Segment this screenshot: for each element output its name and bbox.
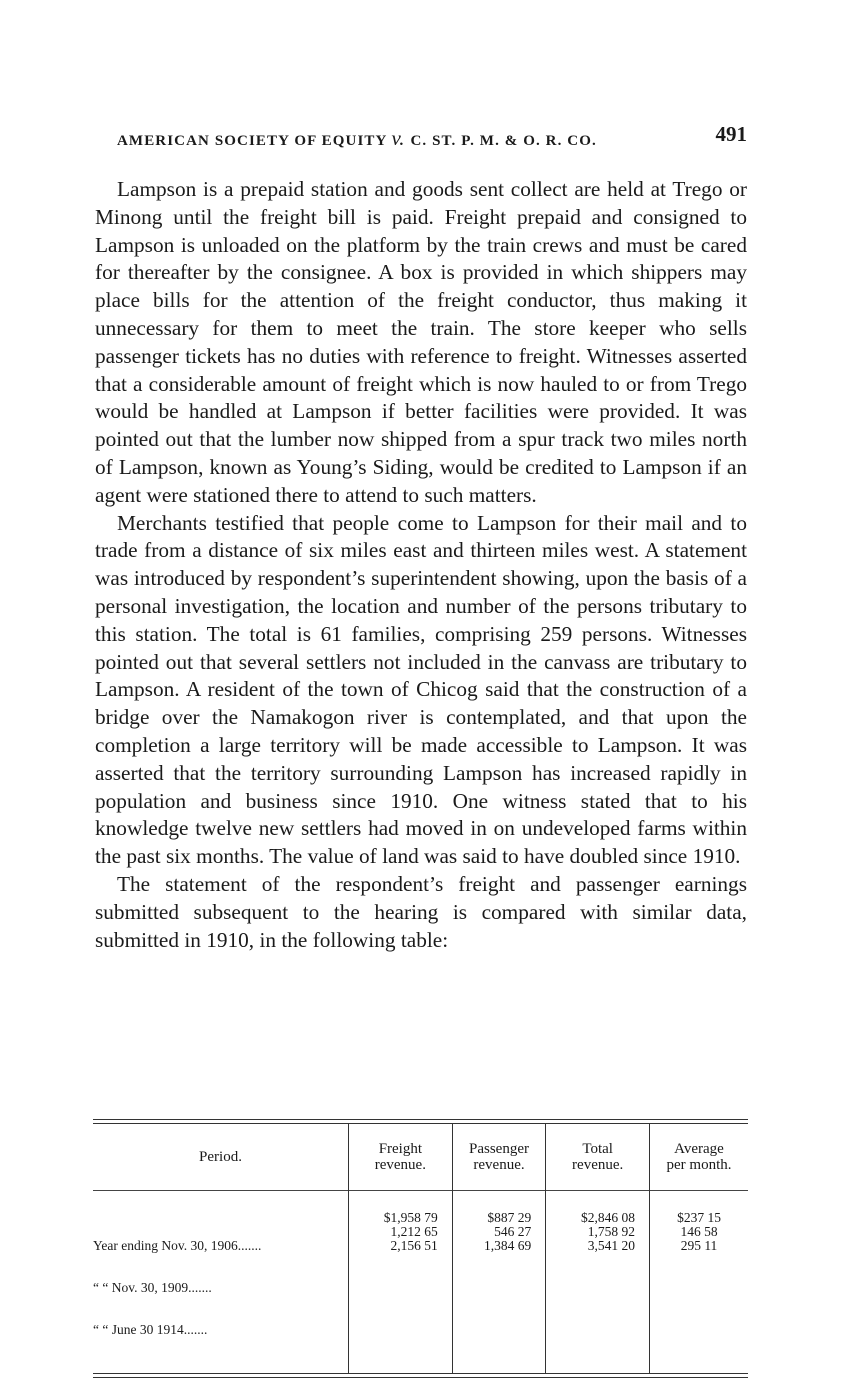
average-value: 295 11 [680,1238,718,1253]
header-total-line2: revenue. [572,1157,624,1173]
cell-passenger [452,1191,546,1374]
header-freight-line1: Freight [378,1141,423,1157]
header-title-v: v. [391,126,405,150]
total-value: 3,541 20 [587,1238,636,1253]
header-period: Period. [199,1149,242,1165]
freight-value: $1,958 79 [383,1210,438,1225]
header-average [650,1124,748,1191]
period-value: “ “ Nov. 30, 1909....... [93,1280,212,1295]
header-average-line1: Average [674,1141,724,1157]
header-total-line1: Total [582,1141,613,1157]
paragraph: Merchants testified that people come to Lampson for their mail and to trade from a distance of six miles east and thirteen miles west. A statement was introduced by respondent’s superintendent showing, upon the basis of a personal investigation, the location and number of the persons tributary to this station. The total is 61 families, comprising 259 persons. Witnesses pointed out that several settlers not included in the canvass are tributary to Lampson. A resident of the town of Chicog said that the construction of a bridge over the Namakogon river is contemplated, and that upon the completion a large territory will be made accessible to Lampson. It was asserted that the territory surrounding Lampson has increased rapidly in population and business since 1910. One witness stated that to his knowledge twelve new settlers had moved in on undeveloped farms within the past six months. The value of land was said to have doubled since 1910. [95,510,747,869]
passenger-value: 1,384 69 [484,1238,532,1253]
running-header [117,122,747,152]
cell-average [650,1191,748,1374]
header-title-right: C. ST. P. M. & O. R. CO. [410,133,597,149]
cell-freight [349,1191,453,1374]
paragraph: Lampson is a prepaid station and goods sent collect are held at Trego or Minong until the freight bill is paid. Freight prepaid and consigned to Lampson is unloaded on the platform by the train crews and must be cared for thereafter by the consignee. A box is provided in which shippers may place bills for the attention of the freight conductor, thus making it unnecessary for them to meet the train. The store keeper who sells passenger tickets has no duties with reference to freight. Witnesses asserted that a considerable amount of freight which is now hauled to or from Trego would be handled at Lampson if better facilities were provided. It was pointed out that the lumber now shipped from a spur track two miles north of Lampson, known as Young’s Siding, would be credited to Lampson if an agent were stationed there to attend to such matters. [95,177,747,507]
body-text [95,176,747,954]
table-header-row [93,1124,748,1191]
header-total [546,1124,650,1191]
period-value: “ “ June 30 1914....... [93,1322,208,1337]
passenger-value: $887 29 [487,1210,532,1225]
cell-period [93,1191,349,1374]
total-value: $2,846 08 [581,1210,636,1225]
revenue-table [93,1119,748,1378]
header-passenger [452,1124,546,1191]
page-number: 491 [715,122,747,146]
freight-value: 2,156 51 [390,1238,438,1253]
header-passenger-line2: revenue. [473,1157,525,1173]
average-value: 146 58 [680,1224,718,1239]
header-freight [349,1124,453,1191]
header-freight-line2: revenue. [374,1157,426,1173]
header-passenger-line1: Passenger [469,1141,529,1157]
cell-total [546,1191,650,1374]
average-value: $237 15 [677,1210,721,1225]
passenger-value: 546 27 [494,1224,532,1239]
paragraph: The statement of the respondent’s freight and passenger earnings submitted subsequent to the hearing is compared with similar data, submitted in 1910, in the following table: [95,871,747,952]
total-value: 1,758 92 [587,1224,636,1239]
period-value: Year ending Nov. 30, 1906....... [93,1238,262,1253]
table-bottom-rule [93,1373,748,1378]
table-row [93,1191,748,1374]
header-title-left: AMERICAN SOCIETY OF EQUITY [117,133,388,149]
freight-value: 1,212 65 [390,1224,438,1239]
header-title [117,126,597,151]
header-average-line2: per month. [666,1157,732,1173]
